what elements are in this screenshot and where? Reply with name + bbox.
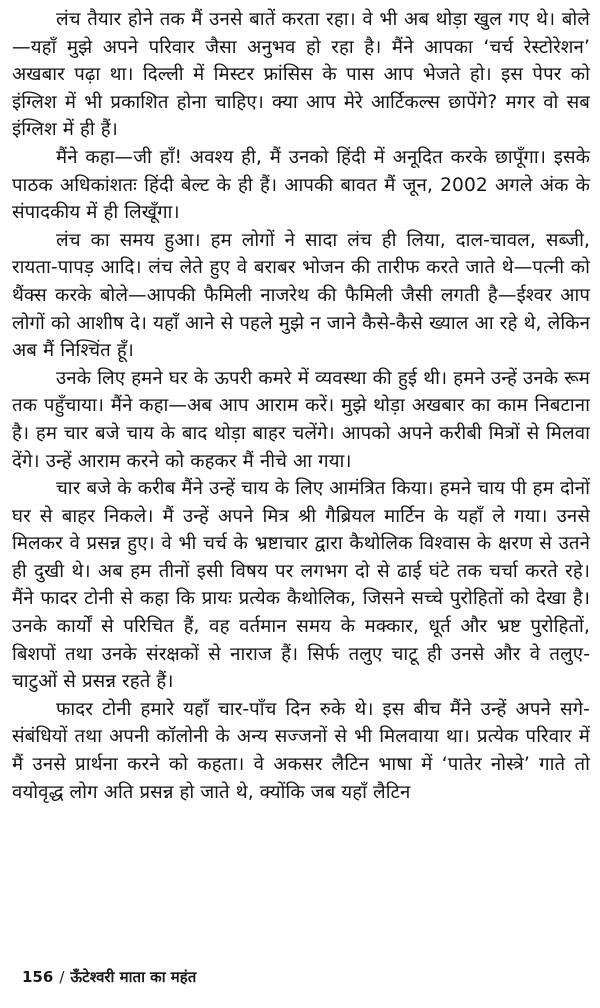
paragraph: फादर टोनी हमारे यहाँ चार-पाँच दिन रुके थे। इस बीच मैंने उन्हें अपने सगे-संबंधियों तथा अपनी कॉलोनी के अन्य सज्जनों से भी मिलवाया था। प्रत्येक परिवार में मैं उनसे प्रार्थना करने को कहता। वे अकसर लैटिन भाषा में ‘पातेर नोस्त्रे’ गाते तो वयोवृद्ध लोग अति प्रसन्न हो जाते थे, क्योंकि जब यहाँ लैटिन <box>12 698 590 803</box>
paragraph: चार बजे के करीब मैंने उन्हें चाय के लिए आमंत्रित किया। हमने चाय पी हम दोनों घर से बाहर निकले। मैं उन्हें अपने मित्र श्री गैब्रियल मार्टिन के यहाँ ले गया। उनसे मिलकर वे प्रसन्न हुए। वे भी चर्च के भ्रष्टाचार द्वारा कैथोलिक विश्वास के क्षरण से उतने ही दुखी थे। अब हम तीनों इसी विषय पर लगभग दो से ढाई घंटे तक चर्चा करते रहे। मैंने फादर टोनी से कहा कि प्रायः प्रत्येक कैथोलिक, जिसने सच्चे पुरोहितों को देखा है। उनके कार्यों से परिचित हैं, वह वर्तमान समय के मक्कार, धूर्त और भ्रष्ट पुरोहितों, बिशपों तथा उनके संरक्षकों से नाराज हैं। सिर्फ तलुए चाटू ही उनसे और वे तलुए-चाटुओं से प्रसन्न रहते हैं। <box>12 478 590 693</box>
paragraph: उनके लिए हमने घर के ऊपरी कमरे में व्यवस्था की हुई थी। हमने उन्हें उनके रूम तक पहुँचाया। मैंने कहा—अब आप आराम करें। मुझे थोड़ा अखबार का काम निबटाना है। हम चार बजे चाय के बाद थोड़ा बाहर चलेंगे। आपको अपने करीबी मित्रों से मिलवा देंगे। उन्हें आराम करने को कहकर मैं नीचे आ गया। <box>12 367 590 472</box>
paragraph: लंच का समय हुआ। हम लोगों ने सादा लंच ही लिया, दाल-चावल, सब्जी, रायता-पापड़ आदि। लंच लेते हुए वे बराबर भोजन की तारीफ करते जाते थे—पत्नी को थैंक्स करके बोले—आपकी फैमिली नाजरेथ की फैमिली जैसी लगती है—ईश्वर आप लोगों को आशीष दे। यहाँ आने से पहले मुझे न जाने कैसे-कैसे ख्याल आ रहे थे, लेकिन अब मैं निश्चिंत हूँ। <box>12 229 590 362</box>
page-number: 156 <box>22 968 54 986</box>
footer-separator: / <box>59 968 65 986</box>
paragraph: मैंने कहा—जी हाँ! अवश्य ही, मैं उनको हिंदी में अनूदित करके छापूँगा। इसके पाठक अधिकांशतः हिंदी बेल्ट के ही हैं। आपकी बावत मैं जून, 2002 अगले अंक के संपादकीय में ही लिखूँगा। <box>12 146 590 224</box>
running-book-title: ऊँटेश्वरी माता का महंत <box>70 968 197 986</box>
page-footer <box>22 967 196 987</box>
paragraph: लंच तैयार होने तक मैं उनसे बातें करता रहा। वे भी अब थोड़ा खुल गए थे। बोले—यहाँ मुझे अपने परिवार जैसा अनुभव हो रहा है। मैंने आपका ‘चर्च रेस्टोरेशन’ अखबार पढ़ा था। दिल्ली में मिस्टर फ्रांसिस के पास आप भेजते हो। इस पेपर को इंग्लिश में भी प्रकाशित होना चाहिए। क्या आप मेरे आर्टिकल्स छापेंगे? मगर वो सब इंग्लिश में ही हैं। <box>12 9 590 141</box>
page-body <box>12 6 590 806</box>
